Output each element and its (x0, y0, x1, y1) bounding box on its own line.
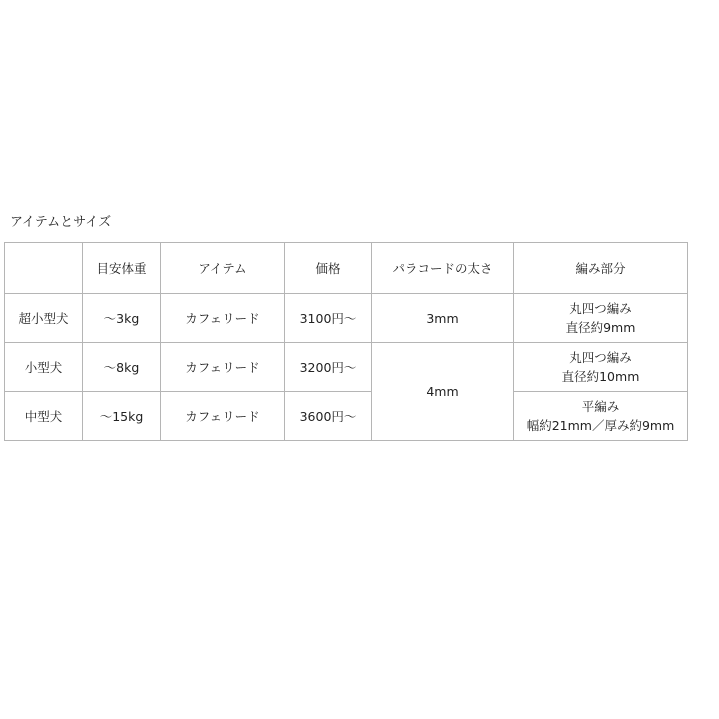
header-cell-thickness: パラコードの太さ (372, 243, 514, 294)
size-cell: 中型犬 (5, 392, 83, 441)
size-table (4, 242, 688, 441)
price-cell: 3200円〜 (285, 343, 372, 392)
weight-cell: 〜15kg (83, 392, 161, 441)
braid-cell (514, 343, 688, 392)
table-row (5, 343, 688, 392)
price-cell: 3100円〜 (285, 294, 372, 343)
size-cell: 小型犬 (5, 343, 83, 392)
braid-type: 丸四つ編み (569, 301, 632, 316)
header-cell-braid: 編み部分 (514, 243, 688, 294)
weight-cell: 〜8kg (83, 343, 161, 392)
table-row (5, 294, 688, 343)
item-cell: カフェリード (161, 294, 285, 343)
braid-cell (514, 294, 688, 343)
weight-cell: 〜3kg (83, 294, 161, 343)
thickness-cell: 4mm (372, 343, 514, 441)
braid-dimension: 直径約9mm (565, 320, 636, 335)
braid-dimension: 直径約10mm (561, 369, 640, 384)
header-cell-item: アイテム (161, 243, 285, 294)
item-cell: カフェリード (161, 392, 285, 441)
thickness-cell: 3mm (372, 294, 514, 343)
braid-type: 丸四つ編み (569, 350, 632, 365)
braid-dimension: 幅約21mm／厚み約9mm (526, 418, 675, 433)
price-cell: 3600円〜 (285, 392, 372, 441)
header-cell-blank (5, 243, 83, 294)
braid-cell (514, 392, 688, 441)
table-header-row (5, 243, 688, 294)
braid-type: 平編み (581, 399, 620, 414)
size-cell: 超小型犬 (5, 294, 83, 343)
header-cell-price: 価格 (285, 243, 372, 294)
header-cell-weight: 目安体重 (83, 243, 161, 294)
item-cell: カフェリード (161, 343, 285, 392)
table-row (5, 392, 688, 441)
section-title: アイテムとサイズ (10, 215, 112, 230)
